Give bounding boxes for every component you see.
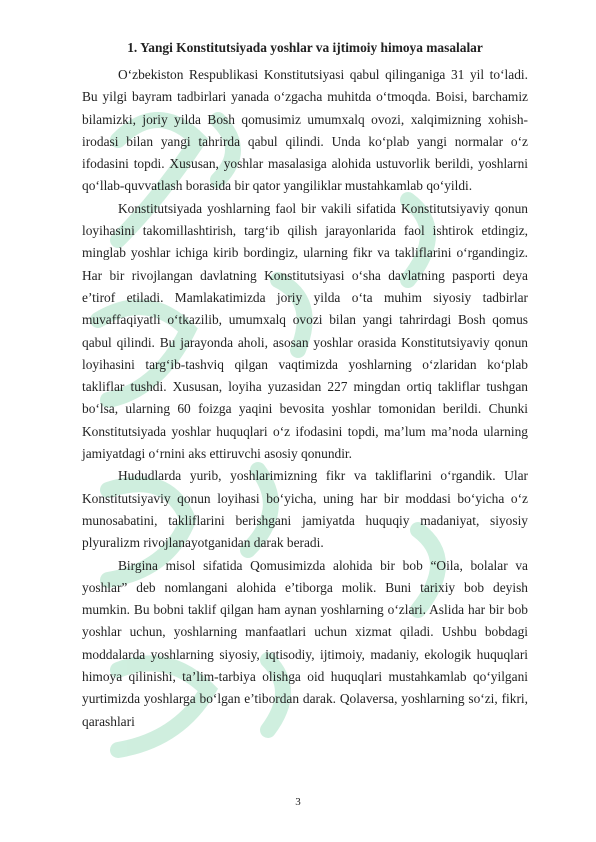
- paragraph: Konstitutsiyada yoshlarning faol bir vakili sifatida Konstitutsiyaviy qonun loyihasini takomillashtirish, targ‘ib qilish jarayonlarida faol ishtirok etdingiz, minglab yoshlar ichiga kirib bordingiz, ularning fikr va takliflarini o‘rgandingiz. Har bir rivojlangan davlatning Konstitutsiyasi o‘sha davlatning pasporti deya e’tirof etiladi. Mamlakatimizda joriy yilda o‘ta muhim siyosiy tadbirlar muvaffaqiyatli o‘tkazilib, umumxalq ovozi bilan yangi tahrirdagi Bosh qomus qabul qilindi. Bu jarayonda aholi, asosan yoshlar orasida Konstitutsiyaviy qonun loyihasini targ‘ib-tashviq qilgan vaqtimizda yoshlarning o‘zlaridan ko‘plab takliflar tushdi. Xususan, loyiha yuzasidan 227 mingdan ortiq takliflar tushgan bo‘lsa, ularning 60 foizga yaqini bevosita yoshlar tomonidan berildi. Chunki Konstitutsiyada yoshlar huquqlari o‘z ifodasini topdi, ma’lum ma’noda ularning jamiyatdagi o‘rnini aks ettiruvchi asosiy qonundir.: [82, 200, 528, 462]
- document-body: [82, 38, 528, 733]
- section-heading: 1. Yangi Konstitutsiyada yoshlar va ijtimoiy himoya masalalar: [127, 40, 483, 55]
- paragraph: Hududlarda yurib, yoshlarimizning fikr va takliflarini o‘rgandik. Ular Konstitutsiyaviy qonun loyihasi bo‘yicha, uning har bir moddasi bo‘yicha o‘z munosabatini, takliflarini berishgani jamiyatda huquqiy madaniyat, siyosiy plyuralizm rivojlanayotganidan darak beradi.: [82, 468, 528, 551]
- paragraph: O‘zbekiston Respublikasi Konstitutsiyasi qabul qilinganiga 31 yil to‘ladi. Bu yilgi bayram tadbirlari yanada o‘zgacha muhitda o‘tmoqda. Boisi, barchamiz bilamizki, joriy yilda Bosh qomusimiz umumxalq ovozi, xalqimizning xohish-irodasi bilan yangi tahrirda qabul qilindi. Unda ko‘plab yangi normalar o‘z ifodasini topdi. Xususan, yoshlar masalasiga alohida ustuvorlik berildi, yoshlarni qo‘llab-quvvatlash borasida bir qator yangiliklar mustahkamlab qo‘yildi.: [82, 67, 528, 194]
- paragraph: Birgina misol sifatida Qomusimizda alohida bir bob “Oila, bolalar va yoshlar” deb nomlangani alohida e’tiborga molik. Buni tarixiy bob deyish mumkin. Bu bobni taklif qilgan ham aynan yoshlarning o‘zlari. Aslida har bir bob yoshlar uchun, yoshlarning manfaatlari uchun xizmat qiladi. Ushbu bobdagi moddalarda yoshlarning siyosiy, iqtisodiy, ijtimoiy, madaniy, ekologik huquqlari himoya qilinishi, ta’lim-tarbiya olishga oid huquqlari mustahkamlab qo‘yilgani yurtimizda yoshlarga bo‘lgan e’tibordan darak. Qolaversa, yoshlarning so‘zi, fikri, qarashlari: [82, 557, 528, 729]
- page-number: 3: [295, 796, 301, 808]
